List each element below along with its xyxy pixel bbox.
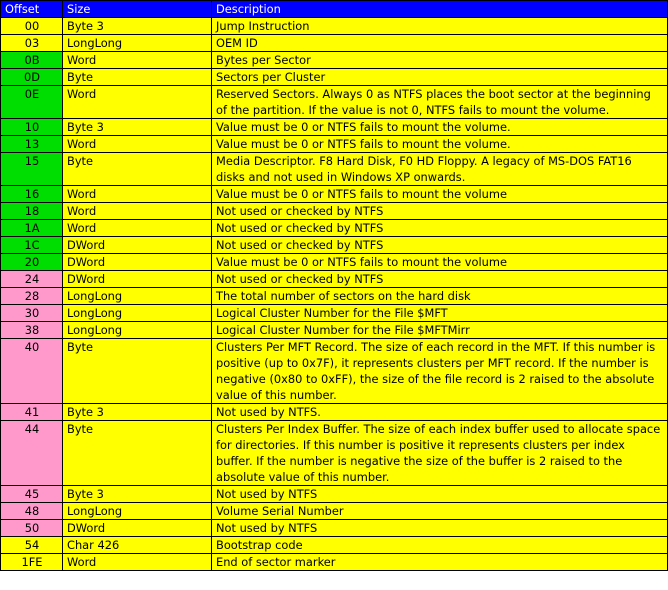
table-row [1, 537, 668, 554]
table-body [1, 18, 668, 571]
table-row [1, 86, 668, 119]
description-cell: OEM ID [212, 35, 668, 52]
size-cell: LongLong [63, 503, 212, 520]
size-cell: Word [63, 136, 212, 153]
table-row [1, 503, 668, 520]
offset-cell: 48 [1, 503, 63, 520]
table-row [1, 271, 668, 288]
offset-cell: 44 [1, 421, 63, 486]
offset-cell: 38 [1, 322, 63, 339]
table-row [1, 237, 668, 254]
description-cell: Not used or checked by NTFS [212, 220, 668, 237]
description-cell: Logical Cluster Number for the File $MFT [212, 305, 668, 322]
table-row [1, 404, 668, 421]
description-cell: Not used or checked by NTFS [212, 237, 668, 254]
description-cell: Bootstrap code [212, 537, 668, 554]
offset-cell: 0D [1, 69, 63, 86]
table-row [1, 136, 668, 153]
size-cell: Word [63, 203, 212, 220]
table-row [1, 119, 668, 136]
offset-cell: 03 [1, 35, 63, 52]
table-header [1, 1, 668, 18]
table-row [1, 153, 668, 186]
table-row [1, 486, 668, 503]
table-row [1, 520, 668, 537]
offset-cell: 1C [1, 237, 63, 254]
size-cell: LongLong [63, 288, 212, 305]
offset-cell: 16 [1, 186, 63, 203]
table-row [1, 220, 668, 237]
size-cell: Word [63, 186, 212, 203]
table-row [1, 52, 668, 69]
size-cell: LongLong [63, 305, 212, 322]
size-cell: Byte 3 [63, 486, 212, 503]
table-row [1, 186, 668, 203]
description-cell: Not used by NTFS. [212, 404, 668, 421]
description-cell: Volume Serial Number [212, 503, 668, 520]
offset-cell: 0E [1, 86, 63, 119]
table-row [1, 421, 668, 486]
size-cell: LongLong [63, 35, 212, 52]
table-row [1, 35, 668, 52]
offset-cell: 20 [1, 254, 63, 271]
description-cell: Value must be 0 or NTFS fails to mount the volume. [212, 136, 668, 153]
description-cell: Value must be 0 or NTFS fails to mount the volume [212, 186, 668, 203]
description-cell: Not used or checked by NTFS [212, 203, 668, 220]
offset-cell: 41 [1, 404, 63, 421]
description-cell: The total number of sectors on the hard disk [212, 288, 668, 305]
description-cell: Media Descriptor. F8 Hard Disk, F0 HD Floppy. A legacy of MS-DOS FAT16 disks and not used in Windows XP onwards. [212, 153, 668, 186]
size-cell: Byte [63, 421, 212, 486]
offset-cell: 24 [1, 271, 63, 288]
size-cell: LongLong [63, 322, 212, 339]
offset-cell: 15 [1, 153, 63, 186]
size-cell: DWord [63, 271, 212, 288]
table-row [1, 305, 668, 322]
header-offset: Offset [1, 1, 63, 18]
size-cell: Byte [63, 69, 212, 86]
description-cell: Value must be 0 or NTFS fails to mount the volume [212, 254, 668, 271]
description-cell: Clusters Per Index Buffer. The size of each index buffer used to allocate space for directories. If this number is positive it represents clusters per index buffer. If the number is negative the size of the buffer is 2 raised to the absolute value of this number. [212, 421, 668, 486]
table-row [1, 339, 668, 404]
description-cell: Sectors per Cluster [212, 69, 668, 86]
size-cell: Word [63, 86, 212, 119]
offset-cell: 18 [1, 203, 63, 220]
size-cell: Byte [63, 153, 212, 186]
table-row [1, 69, 668, 86]
description-cell: Logical Cluster Number for the File $MFTMirr [212, 322, 668, 339]
offset-cell: 00 [1, 18, 63, 35]
table-row [1, 18, 668, 35]
offset-cell: 1A [1, 220, 63, 237]
size-cell: Char 426 [63, 537, 212, 554]
header-description: Description [212, 1, 668, 18]
size-cell: DWord [63, 520, 212, 537]
size-cell: Byte 3 [63, 119, 212, 136]
offset-cell: 10 [1, 119, 63, 136]
offset-cell: 13 [1, 136, 63, 153]
offset-cell: 30 [1, 305, 63, 322]
table-row [1, 203, 668, 220]
description-cell: Value must be 0 or NTFS fails to mount the volume. [212, 119, 668, 136]
description-cell: Not used or checked by NTFS [212, 271, 668, 288]
description-cell: Not used by NTFS [212, 486, 668, 503]
header-row [1, 1, 668, 18]
table-row [1, 288, 668, 305]
offset-cell: 54 [1, 537, 63, 554]
description-cell: End of sector marker [212, 554, 668, 571]
size-cell: Byte 3 [63, 404, 212, 421]
offset-cell: 50 [1, 520, 63, 537]
description-cell: Bytes per Sector [212, 52, 668, 69]
offset-cell: 1FE [1, 554, 63, 571]
size-cell: Word [63, 52, 212, 69]
size-cell: DWord [63, 237, 212, 254]
description-cell: Reserved Sectors. Always 0 as NTFS places the boot sector at the beginning of the partition. If the value is not 0, NTFS fails to mount the volume. [212, 86, 668, 119]
size-cell: Word [63, 554, 212, 571]
description-cell: Clusters Per MFT Record. The size of each record in the MFT. If this number is positive (up to 0x7F), it represents clusters per MFT record. If the number is negative (0x80 to 0xFF), the size of the file record is 2 raised to the absolute value of this number. [212, 339, 668, 404]
size-cell: Word [63, 220, 212, 237]
header-size: Size [63, 1, 212, 18]
size-cell: Byte 3 [63, 18, 212, 35]
size-cell: Byte [63, 339, 212, 404]
table-row [1, 322, 668, 339]
table-row [1, 254, 668, 271]
size-cell: DWord [63, 254, 212, 271]
offset-cell: 45 [1, 486, 63, 503]
description-cell: Not used by NTFS [212, 520, 668, 537]
table-row [1, 554, 668, 571]
offset-cell: 28 [1, 288, 63, 305]
offset-cell: 0B [1, 52, 63, 69]
offset-cell: 40 [1, 339, 63, 404]
description-cell: Jump Instruction [212, 18, 668, 35]
